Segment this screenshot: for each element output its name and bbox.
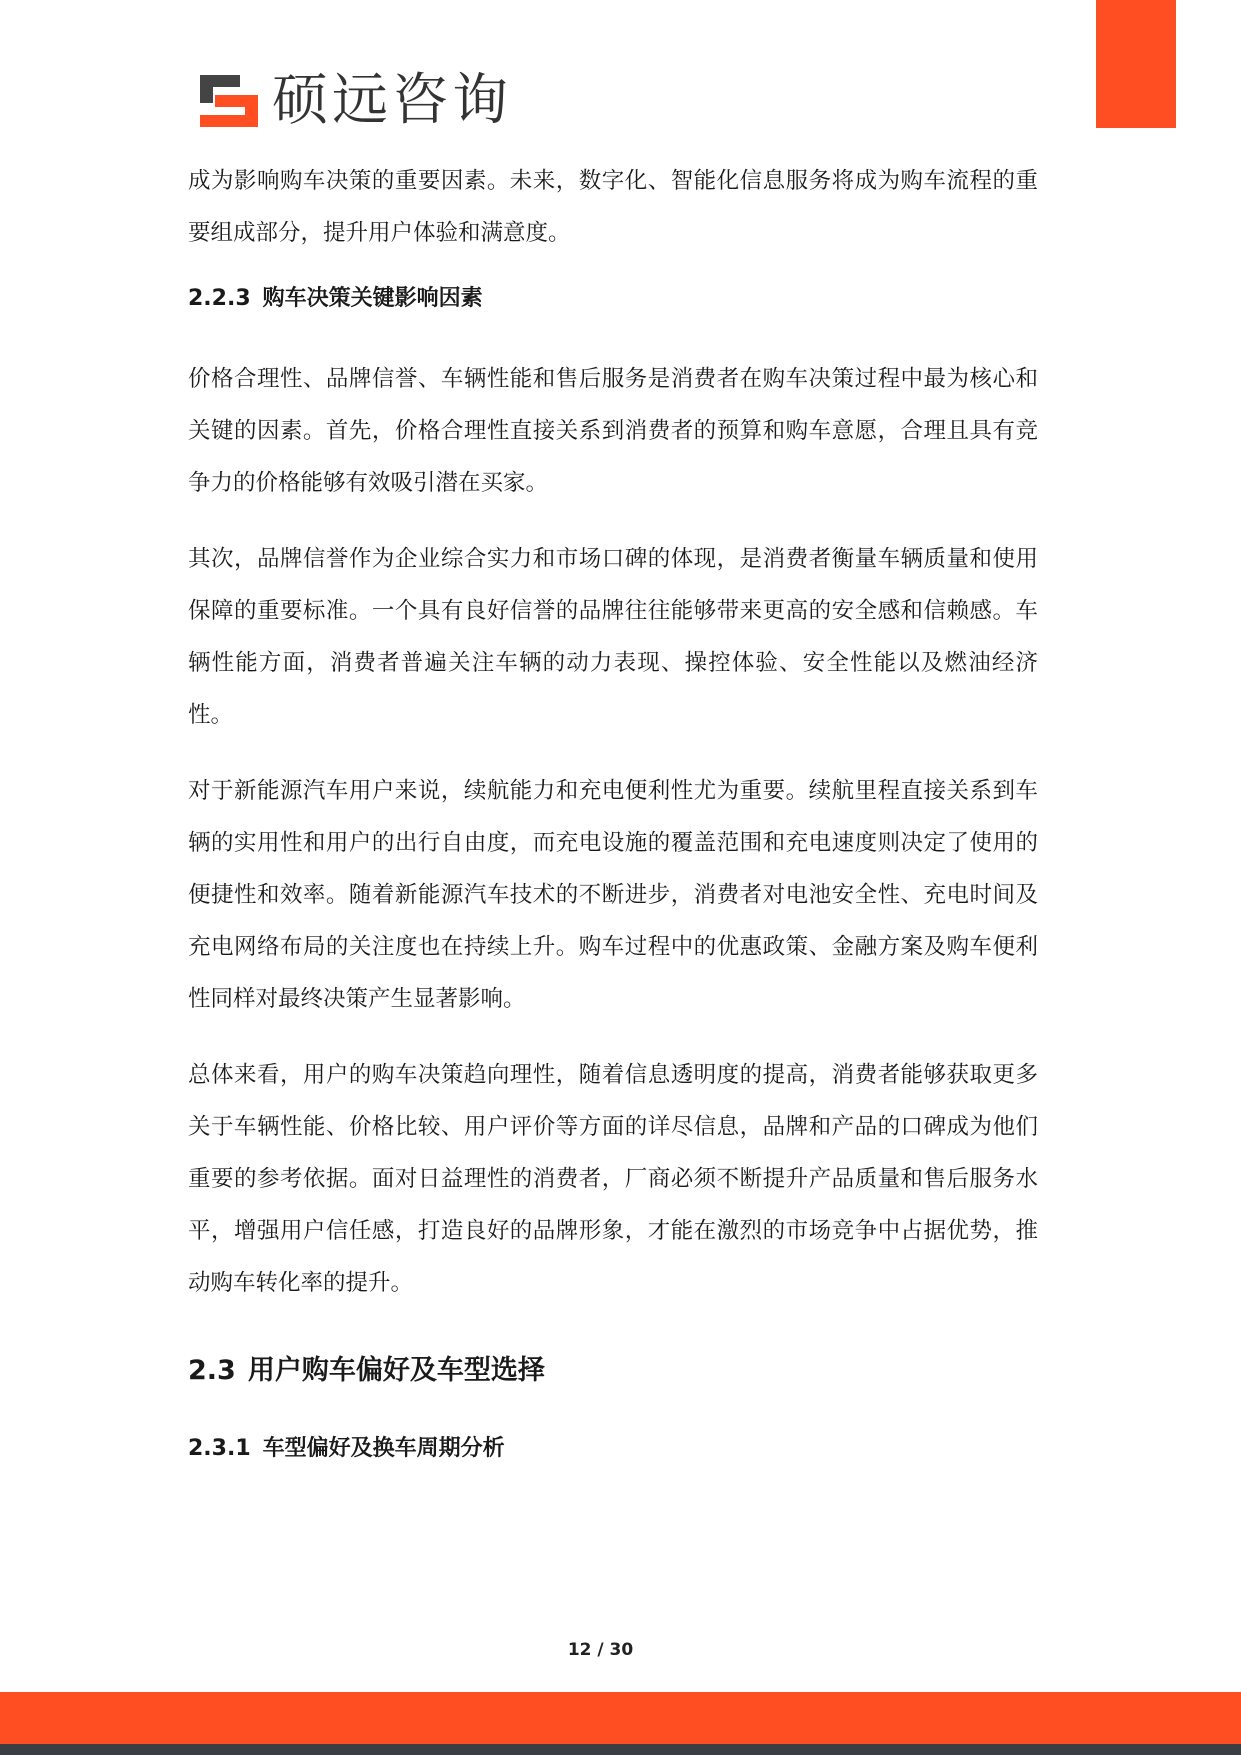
- footer-accent-bar: [0, 1692, 1241, 1744]
- paragraph-new-energy: 对于新能源汽车用户来说，续航能力和充电便利性尤为重要。续航里程直接关系到车辆的实用性和用户的出行自由度，而充电设施的覆盖范围和充电速度则决定了使用的便捷性和效率。随着新能源汽车技术的不断进步，消费者对电池安全性、充电时间及充电网络布局的关注度也在持续上升。购车过程中的优惠政策、金融方案及购车便利性同样对最终决策产生显著影响。: [188, 778, 1038, 1012]
- paragraph-brand-reputation: 其次，品牌信誉作为企业综合实力和市场口碑的体现，是消费者衡量车辆质量和使用保障的重要标准。一个具有良好信誉的品牌往往能够带来更高的安全感和信赖感。车辆性能方面，消费者普遍关注车辆的动力表现、操控体验、安全性能以及燃油经济性。: [188, 546, 1038, 728]
- footer-dark-strip: [0, 1744, 1241, 1755]
- paragraph-summary: 总体来看，用户的购车决策趋向理性，随着信息透明度的提高，消费者能够获取更多关于车辆性能、价格比较、用户评价等方面的详尽信息，品牌和产品的口碑成为他们重要的参考依据。面对日益理性的消费者，厂商必须不断提升产品质量和售后服务水平，增强用户信任感，打造良好的品牌形象，才能在激烈的市场竞争中占据优势，推动购车转化率的提升。: [188, 1062, 1038, 1296]
- section-number: 2.3: [188, 1355, 236, 1386]
- company-logo: [200, 68, 512, 134]
- section-title: 用户购车偏好及车型选择: [247, 1355, 545, 1386]
- section-title: 购车决策关键影响因素: [262, 286, 483, 311]
- section-heading-2-2-3: [188, 283, 1038, 315]
- section-number: 2.3.1: [188, 1436, 251, 1461]
- logo-text: 硕远咨询: [272, 68, 512, 133]
- logo-mark-icon: [200, 75, 258, 127]
- section-number: 2.2.3: [188, 286, 251, 311]
- page-number: 12 / 30: [567, 1640, 634, 1660]
- section-heading-2-3: [188, 1351, 1038, 1391]
- paragraph-price-factors: 价格合理性、品牌信誉、车辆性能和售后服务是消费者在购车决策过程中最为核心和关键的因素。首先，价格合理性直接关系到消费者的预算和购车意愿，合理且具有竞争力的价格能够有效吸引潜在买家。: [188, 366, 1038, 496]
- section-title: 车型偏好及换车周期分析: [262, 1436, 505, 1461]
- header-corner-accent: [1096, 0, 1176, 128]
- intro-paragraph: 成为影响购车决策的重要因素。未来，数字化、智能化信息服务将成为购车流程的重要组成部分，提升用户体验和满意度。: [188, 168, 1038, 246]
- document-body: [188, 155, 1038, 1503]
- section-heading-2-3-1: [188, 1433, 1038, 1465]
